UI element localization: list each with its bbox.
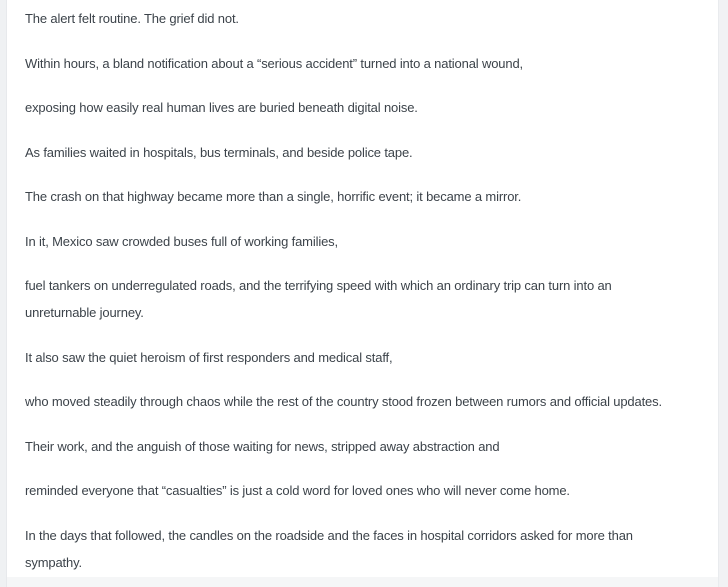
paragraph[interactable] (25, 94, 704, 121)
paragraph[interactable] (25, 5, 704, 32)
paragraph-line: Their work, and the anguish of those waiting for news, stripped away abstraction and (25, 438, 500, 454)
paragraph-line: It also saw the quiet heroism of first responders and medical staff, (25, 349, 393, 365)
paragraph-line: sympathy. (25, 554, 82, 570)
document-canvas[interactable] (7, 0, 718, 577)
left-gutter (0, 0, 7, 587)
paragraph[interactable] (25, 388, 704, 415)
paragraph-line: Within hours, a bland notification about a “serious accident” turned into a national wound, (25, 55, 523, 71)
paragraph[interactable] (25, 433, 704, 460)
paragraph[interactable] (25, 522, 704, 576)
paragraph[interactable] (25, 344, 704, 371)
paragraph-line: In the days that followed, the candles on the roadside and the faces in hospital corridors asked for more than (25, 527, 633, 543)
paragraph-line: The alert felt routine. The grief did not. (25, 11, 239, 26)
paragraph[interactable] (25, 477, 704, 504)
right-gutter (718, 0, 728, 587)
paragraph-line: The crash on that highway became more than a single, horrific event; it became a mirror. (25, 189, 522, 204)
paragraph-line: exposing how easily real human lives are buried beneath digital noise. (25, 100, 418, 115)
paragraph-line: who moved steadily through chaos while the rest of the country stood frozen between rumors and official updates. (25, 394, 662, 409)
paragraph[interactable] (25, 272, 704, 326)
paragraph-line: In it, Mexico saw crowded buses full of working families, (25, 233, 338, 249)
paragraph-line: reminded everyone that “casualties” is just a cold word for loved ones who will never come home. (25, 483, 570, 498)
paragraph-line: As families waited in hospitals, bus terminals, and beside police tape. (25, 144, 413, 160)
paragraph[interactable] (25, 183, 704, 210)
paragraph-line: fuel tankers on underregulated roads, and the terrifying speed with which an ordinary trip can turn into an (25, 278, 612, 293)
bottom-margin-strip (7, 577, 718, 587)
paragraph-line: unreturnable journey. (25, 305, 144, 320)
paragraph[interactable] (25, 50, 704, 77)
paragraph[interactable] (25, 139, 704, 166)
paragraph[interactable] (25, 228, 704, 255)
